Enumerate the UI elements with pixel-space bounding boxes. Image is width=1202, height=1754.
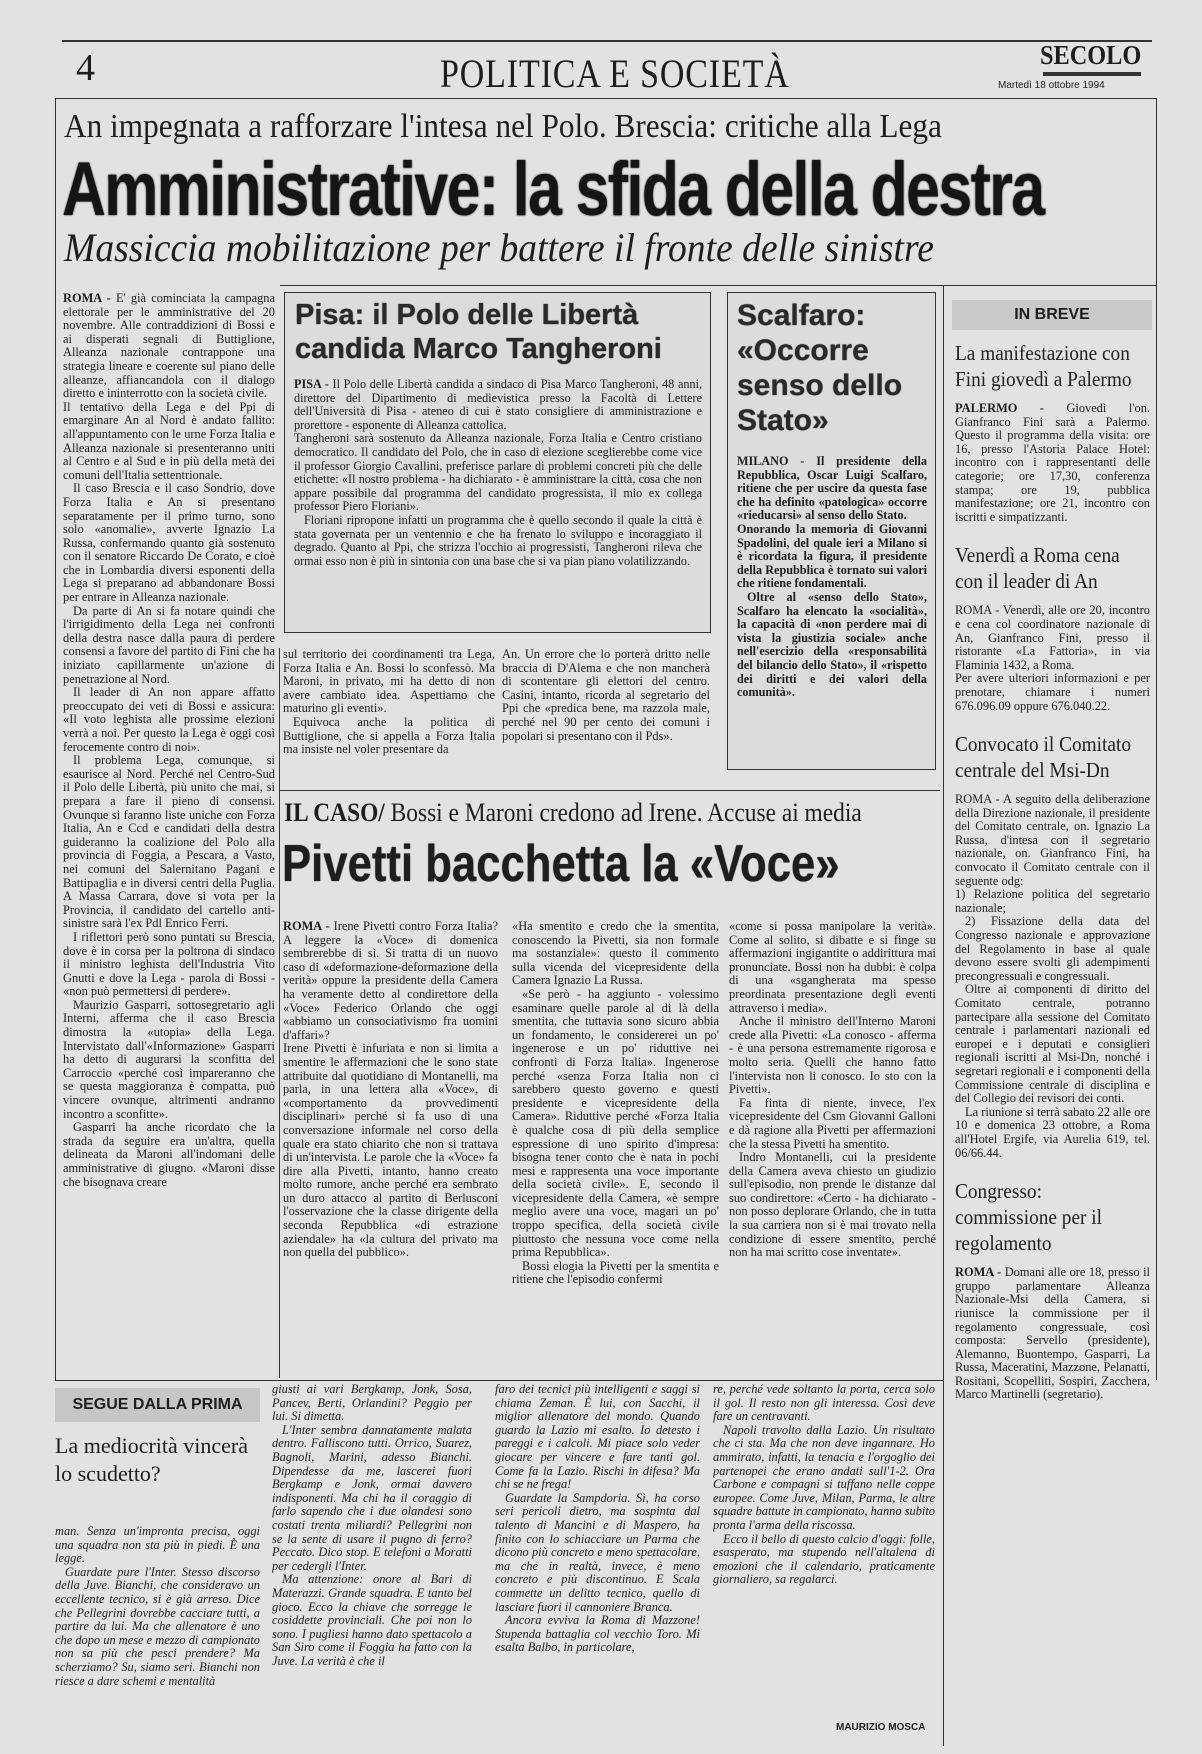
paragraph: Il leader di An non appare affatto preoccupato dei veti di Bossi e assicura: «Il voto leghista alle prossime elezioni verrà a noi. Per questo la Lega è oggi così ferocemente contro di noi». [63,685,275,754]
dateline: PALERMO - [955,402,1067,415]
paragraph: Anche il ministro dell'Interno Maroni crede alla Pivetti: «La conosco - afferma - è una persona estremamente rigorosa e molto seria. Quelli che hanno fatto l'intervista non li conosco. Io sto con la Pivetti». [729,1014,936,1097]
brief-text [955,1266,1150,1402]
pivetti-col-1 [283,920,498,1370]
sidebar-rule [943,286,944,1746]
paragraph [955,402,1150,524]
kicker-text: Bossi e Maroni credono ad Irene. Accuse ai media [390,798,862,827]
brief-item [955,340,1150,524]
paragraph-text: A seguito della deliberazione della Direzione nazionale, il presidente del Comitato centrale, on. Ignazio La Russa, d'intesa con il segretario nazionale, on. Gianfranco Fini, ha convocato il Comitato centrale con il seguente odg: [955,793,1150,888]
paragraph: man. Senza un'impronta precisa, oggi una squadra non sta più in piedi. È una legge. [55,1525,260,1566]
scalfaro-text [737,455,927,765]
lead-kicker: An impegnata a rafforzare l'intesa nel Polo. Brescia: critiche alla Lega [64,108,942,145]
dateline: ROMA - [283,920,334,933]
paragraph: giusti ai vari Bergkamp, Jonk, Sosa, Pancev, Berti, Orlandini? Peggio per lui. Si dimetta. [272,1383,472,1424]
brief-headline: Congresso: commissione per il regolamento [955,1179,1103,1256]
lead-continuation-2 [502,648,710,763]
brief-text [955,793,1150,1160]
paragraph [737,455,927,523]
paragraph: La riunione si terrà sabato 22 alle ore 10 e domenica 23 ottobre, a Roma all'Hotel Ergife, via Aurelia 619, tel. 06/66.44. [955,1104,1150,1160]
paragraph: Per avere ulteriori informazioni e per prenotare, chiamare i numeri 676.096.09 oppure 676.040.22. [955,671,1150,713]
segue-col-3 [495,1383,700,1740]
paragraph: Il problema Lega, comunque, si esaurisce al Nord. Perché nel Centro-Sud il Polo delle Libertà, più unito che mai, si prepara a fare il pieno di consensi. Ovunque si faranno liste uniche con Forza Italia, An e Ccd e candidati della destra guideranno la coalizione del Polo alla provincia di Foggia, a Pescara, a Vasto, nei comuni del Salernitano Pagani e Battipaglia e in diversi centri della Puglia. A Massa Carrara, dove si vota per la Provincia, il candidato del cartello anti-sinistre sarà l'ex Pdl Enrico Ferri. [63,753,275,931]
brief-headline: La manifestazione con Fini giovedì a Palermo [955,341,1132,391]
paragraph [955,1266,1150,1402]
lead-subheadline: Massiccia mobilitazione per battere il fronte delle sinistre [64,225,934,270]
brief-item [955,731,1150,1160]
paragraph: Il caso Brescia e il caso Sondrio, dove Forza Italia e An si presentano separatamente per il primo turno, sono solo «anomalie», avverte Ignazio La Russa, confermando quanto già sostenuto con il senatore Riccardo De Corato, e cioè che in Lombardia diversi esponenti della Lega si preparano ad abbandonare Bossi per entrare in Alleanza nazionale. [63,481,275,605]
segue-col-2 [272,1383,472,1740]
bottom-rule [55,1380,943,1381]
paragraph [283,920,498,1042]
pisa-headline: Pisa: il Polo delle Libertà candida Marco Tangheroni [295,299,662,365]
scalfaro-headline: Scalfaro: «Occorre senso dello Stato» [737,299,903,437]
paragraph: Indro Montanelli, cui la presidente della Camera aveva chiesto un giudizio sull'episodio, non prende le distanze dal suo condirettore: «Certo - ha dichiarato - non posso deplorare Orlando, che in tutta la sua carriera non si è mai trovato nella condizione di essere smentito, perché non ha mai scritto cose inventate». [729,1150,936,1260]
paragraph: Gasparri ha anche ricordato che la strada da seguire era un'altra, quella delineata da Maroni all'indomani delle amministrative di giugno. «Maroni disse che bisognava creare [63,1120,275,1189]
brief-text [955,604,1150,713]
paragraph: «Ha smentito e credo che la smentita, conoscendo la Pivetti, sia non formale ma sostanziale»: questo il commento sulla vicenda del vicepresidente della Camera Ignazio La Russa. [512,920,719,988]
paragraph: sul territorio dei coordinamenti tra Lega, Forza Italia e An. Bossi lo sconfessò. Ma Maroni, in privato, mi ha detto di non avere cambiato idea. Aspettiamo che maturino gli eventi». [283,648,495,716]
lead-continuation-1 [283,648,495,763]
pivetti-col-3 [729,920,936,1370]
dateline: ROMA - [955,1266,1005,1280]
segue-label: SEGUE DALLA PRIMA [55,1388,260,1422]
paragraph: Guardate pure l'Inter. Stesso discorso della Juve. Bianchi, che consideravo un eccellente tecnico, si è già arreso. Dice che Pellegrini dovrebbe cacciare tutti, a partire da lui. Ma che allenatore è uno che dopo un mese e mezzo di campionato non sa più che pesci prendere? Ma scherziamo? Su, siamo seri. Bianchi non riesce a dare schemi e mentalità [55,1564,260,1688]
pisa-text [294,378,702,628]
headline-rule [280,285,1156,286]
lead-headline: Amministrative: la sfida della destra [62,147,1044,232]
paragraph: Irene Pivetti è infuriata e non si limita a smentire le affermazioni che le sono state attribuite dal quotidiano di Montanelli, ma parla, in una lettera alla «Voce», di «comportamento da provvedimenti disciplinari» perché si fa uso di una conversazione informale nel corso della quale era stato chiarito che non si trattava di un'intervista. Le parole che la «Voce» fa dire alla Pivetti, intanto, hanno creato molto rumore, anche perché era sembrato un duro attacco al partito di Berlusconi l'osservazione che la classe dirigente della seconda Repubblica «di estrazione aziendale» ha «la cultura del privato ma non quella del pubblico». [283,1041,498,1260]
paragraph-text: E' già cominciata la campagna elettorale per le amministrative del 20 novembre. Alle contraddizioni di Bossi e ai disperati segnali di Buttiglione, Alleanza nazionale contrappone una strategia lineare e coerente sul piano delle alleanze, affiancandola con il dialogo diretto e ininterrotto con la società civile. [63,292,275,401]
paragraph: Guardate la Sampdoria. Sì, ha corso seri pericoli dietro, ma sospinta dal talento di Mancini e di Maspero, ha finito con lo schiacciare un Parma che dicono più concreto e meno spettacolare, ma che in realtà, invece, è meno concreto e più discontinuo. E Scala commette un delitto tecnico, quello di lasciare fuori il cannoniere Branca. [495,1490,700,1614]
dateline: MILANO - [737,455,817,468]
paragraph-text: Il presidente della Repubblica, Oscar Luigi Scalfaro, ritiene che per uscire da questa fase che ha definito «patologica» occorre «rieducarsi» al senso dello Stato. [737,455,927,523]
pivetti-top-rule [280,790,940,791]
paragraph: Fa finta di niente, invece, l'ex vicepresidente del Csm Giovanni Galloni e dà ragione alla Pivetti per affermazioni che la stessa Pivetti ha smentito. [729,1095,936,1151]
paragraph: L'Inter sembra dannatamente malata dentro. Falliscono tutti. Orrico, Suarez, Bagnoli, Marini, adesso Bianchi. Dipendesse da me, lascerei fuori Bergkamp e Jonk, ormai davvero indisponenti. Ma chi ha il coraggio di farlo sapendo che i due olandesi sono costati trenta miliardi? Pellegrini non se la sente di usare il pugno di ferro? Peccato. Dico stop. E telefoni a Moratti per cedergli l'Inter. [272,1422,472,1573]
paragraph: faro dei tecnici più intelligenti e saggi si chiama Zeman. È lui, con Sacchi, il miglior allenatore del mondo. Quando guardo la Lazio mi esalto. Io detesto i pareggi e i calcoli. Mi piace solo veder giocare per vincere e fare tanti gol. Come fa la Lazio. Rischi in difesa? Ma chi se ne frega! [495,1383,700,1492]
paragraph-text: Venerdì, alle ore 20, incontro e cena col coordinatore nazionale di An, Gianfranco Fini, presso il ristorante «La Fattoria», in via Flaminia 1432, a Roma. [955,604,1150,672]
brief-item [955,1178,1150,1402]
paragraph: «Se però - ha aggiunto - volessimo esaminare quelle parole al di là della smentita, che tuttavia sono sicuro abbia un fondamento, le considererei un po' ingenerose e un po' riduttive nei confronti di Forza Italia». Ingenerose perché «senza Forza Italia non ci sarebbero questo governo e questi presidente e vicepresidente della Camera». Riduttive perché «Forza Italia è qualche cosa di più della semplice espressione di uno spirito d'impresa: bisogna tener conto che è nata in pochi mesi e rappresenta una voce importante della società civile». E, secondo il vicepresidente della Camera, «è sempre meglio avere una voce, magari un po' troppo specifica, della società civile piuttosto che nessuna voce come nella prima Repubblica». [512,986,719,1260]
masthead-logo: SECOLO [1040,40,1142,70]
paragraph [955,604,1150,672]
paragraph: Ma attenzione: onore al Bari di Materazzi. Grande squadra. E tanto bel gioco. Ecco la chiave che sorregge le cosiddette provinciali. Che poi non lo sono. I pugliesi hanno dato spettacolo a San Siro come il Foggia ha fatto con la Juve. La verità è che il [272,1572,472,1668]
paragraph: Oltre al «senso dello Stato», Scalfaro ha elencato la «socialità», la capacità di «non perdere mai di vista la giustizia sociale» anche nell'esercizio della «responsabilità del bilancio dello Stato», il «rispetto dei diritti e dei valori della comunità». [737,589,927,700]
paragraph-text: Irene Pivetti contro Forza Italia? A leggere la «Voce» di domenica sembrerebbe di sì. Si tratta di un nuovo caso di «deformazione-deformazione della verità» oppure la presidente della Camera ha veramente detto al condirettore della «Voce» Federico Orlando che oggi «abbiamo un consociativismo fra uomini d'affari»? [283,920,498,1042]
paragraph: Ancora evviva la Roma di Mazzone! Stupenda battaglia col vecchio Toro. Mi esalta Balbo, in particolare, [495,1613,700,1655]
paragraph-text: Il Polo delle Libertà candida a sindaco di Pisa Marco Tangheroni, 48 anni, direttore del Dipartimento di medievistica presso la Facoltà di Lettere dell'Università di Pisa - ateneo di cui è stato consigliere di amministrazione e prorettore - esponente di Alleanza cattolica. [294,378,702,432]
issue-date: Martedì 18 ottobre 1994 [998,80,1105,91]
paragraph: re, perché vede soltanto la porta, cerca solo il gol. Il resto non gli interessa. Così deve fare un centravanti. [713,1383,935,1424]
paragraph: 2) Fissazione della data del Congresso nazionale e approvazione del Regolamento in base al quale devono essere svolti gli adempimenti precongressuali e congressuali. [955,914,1150,983]
top-rule [62,40,1152,42]
paragraph: I riflettori però sono puntati su Brescia, dove è in corsa per la poltrona di sindaco il ministro leghista dell'Industria Vito Gnutti e dove la Lega - parola di Bossi - «non può permettersi di perdere». [63,929,275,999]
paragraph [294,378,702,432]
brief-text [955,402,1150,524]
in-breve-sidebar [955,340,1150,1740]
paragraph-text: Domani alle ore 18, presso il gruppo parlamentare Alleanza Nazionale-Msi della Camera, si riunisce la commissione per il regolamento congressuale, così composta: Servello (presidente), Alemanno, Buontempo, Gasparri, La Russa, Maceratini, Mazzone, Pelanatti, Rositani, Scopelliti, Sospiri, Zacchera, Marco Martinelli (segretario). [955,1266,1150,1402]
segue-col-4 [713,1383,935,1703]
dateline: PISA - [294,378,333,391]
brief-item [955,542,1150,713]
paragraph: 1) Relazione politica del segretario nazionale; [955,887,1150,915]
paragraph: Maurizio Gasparri, sottosegretario agli Interni, afferma che il caso Brescia dimostra la «utopia» della Lega. Intervistato dall'«Informazione» Gasparri ha detto di augurarsi la sconfitta del Carroccio «perché così impareranno che se questa maggioranza è compatta, può vincere ovunque, altrimenti andranno incontro a sconfitte». [63,997,275,1121]
kicker-label: IL CASO/ [284,798,385,827]
paragraph: Oltre ai componenti di diritto del Comitato centrale, potranno partecipare alla sessione del Comitato centrale i parlamentari nazionali ed europei e i deputati e consiglieri regionali iscritti al Msi-Dn, nonché i segretari regionali e i componenti della Commissione centrale di disciplina e del Collegio dei revisori dei conti. [955,982,1150,1106]
paragraph: Ecco il bello di questo calcio d'oggi: folle, esasperato, ma stupendo nell'altalena di emozioni che il calendario, praticamente giornaliero, sa regalarci. [713,1531,935,1587]
lead-column [63,292,275,1372]
page-number: 4 [76,47,95,89]
paragraph: Tangheroni sarà sostenuto da Alleanza nazionale, Forza Italia e Centro cristiano democratico. Il candidato del Polo, che in caso di elezione sceglierebbe come vice il professor Giorgio Cavallini, preferisce parlare di problemi concreti più che delle etichette: «Il nostro problema - ha dichiarato - è amministrare la città, cosa che non appare possibile dal programma del candidato progressista, il mio ex collega professor Piero Floriani». [294,431,702,514]
pivetti-kicker [284,798,862,828]
dateline: ROMA - [955,604,1003,618]
paragraph: Bossi elogia la Pivetti per la smentita e ritiene che l'episodio confermi [512,1258,719,1287]
paragraph: An. Un errore che lo porterà dritto nelle braccia di D'Alema e che non mancherà di scontentare gli elettori del centro. Casini, intanto, ricorda al segretario del Ppi che «predica bene, ma razzola male, perché nel 90 per cento dei comuni i popolari si presentano con il Pds». [502,648,710,743]
paragraph: Il tentativo della Lega e del Ppi di emarginare An al Nord è andato fallito: all'appuntamento con le urne Forza Italia e Alleanza nazionale si presenteranno uniti al Centro e al Sud e in più della metà dei comuni dell'Italia settentrionale. [63,399,275,482]
paragraph: Onorando la memoria di Giovanni Spadolini, del quale ieri a Milano si è ricordata la figura, il presidente della Repubblica è tornato sui valori che ritiene fondamentali. [737,521,927,591]
paragraph [63,292,275,401]
in-breve-label: IN BREVE [952,300,1152,330]
paragraph: Napoli travolto dalla Lazio. Un risultato che ci sta. Ma che non deve ingannare. Ho ammirato, infatti, la tenacia e l'orgoglio dei partenopei che erano andati sull'1-2. Ora Carbone e compagni si tuffano nelle coppe europee. Come Juve, Milan, Parma, le altre squadre battute in campionato, hanno subito pronta l'arma della riscossa. [713,1422,935,1532]
paragraph [955,793,1150,888]
section-title: POLITICA E SOCIETÀ [440,51,790,96]
pivetti-headline: Pivetti bacchetta la «Voce» [282,835,840,893]
paragraph: «come si possa manipolare la verità». Come al solito, si dibatte e si finge su affermazioni ingigantite o addirittura mai pronunciate. Bossi non ha dubbi: è colpa di una «sgangherata ma spesso preordinata presentazione degli eventi attraverso i media». [729,920,936,1015]
dateline: ROMA - [955,793,1004,807]
segue-headline: La mediocrità vincerà lo scudetto? [55,1433,249,1486]
column-rule [279,648,280,1378]
segue-col-1 [55,1525,260,1740]
paragraph-text: Giovedì l'on. Gianfranco Fini sarà a Palermo. Questo il programma della visita: ore 16, presso l'Astoria Palace Hotel: incontro con i rappresentanti delle categorie; ore 17,30, conferenza stampa; ore 19, pubblica manifestazione; ore 21, incontro con iscritti e simpatizzanti. [955,402,1150,524]
pivetti-col-2 [512,920,719,1370]
paragraph: Equivoca anche la politica di Buttiglione, che si appella a Forza Italia ma insiste nel voler presentare da [283,714,495,757]
paragraph: Da parte di An si fa notare quindi che l'irrigidimento della Lega nei confronti della destra nasce dalla paura di perdere consensi a favore del partito di Fini che ha iniziato capillarmente un'azione di penetrazione al Nord. [63,603,275,686]
brief-headline: Venerdì a Roma cena con il leader di An [955,543,1120,594]
brief-headline: Convocato il Comitato centrale del Msi-Dn [955,732,1132,783]
paragraph: Floriani ripropone infatti un programma che è quello secondo il quale la città è stata governata per un ventennio e che ha frenato lo sviluppo e incoraggiato il degrado. Quanto al Ppi, che strizza l'occhio ai progressisti, Tangheroni rileva che ormai esso non è più in sintonia con una base che si va pian piano volatilizzando. [294,512,702,568]
dateline: ROMA - [63,292,116,305]
masthead-bar [1043,72,1141,76]
byline: MAURIZIO MOSCA [836,1722,926,1733]
